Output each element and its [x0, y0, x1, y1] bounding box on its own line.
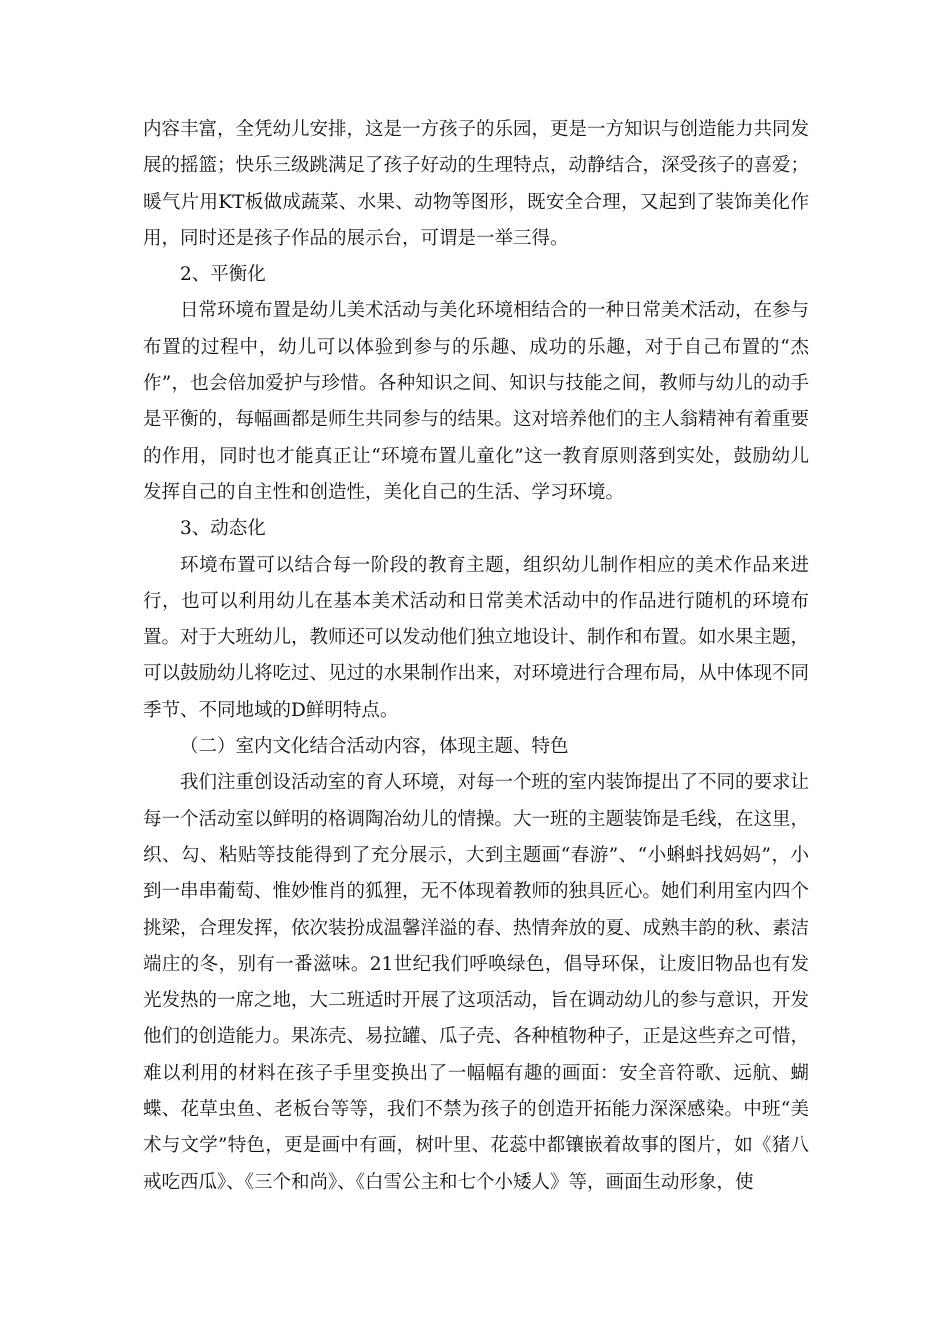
paragraph-continuation: 内容丰富，全凭幼儿安排，这是一方孩子的乐园，更是一方知识与创造能力共同发展的摇篮；快乐三级跳满足了孩子好动的生理特点，动静结合，深受孩子的喜爱；暖气片用KT板做成蔬菜、水果、动物等图形，既安全合理，又起到了装饰美化作用，同时还是孩子作品的展示台，可谓是一举三得。 — [143, 119, 810, 249]
document-body — [143, 112, 809, 1201]
section-heading-balance: 2、平衡化 — [180, 264, 266, 286]
section-heading-dynamic: 3、动态化 — [180, 518, 266, 540]
paragraph-balance: 日常环境布置是幼儿美术活动与美化环境相结合的一种日常美术活动，在参与布置的过程中，幼儿可以体验到参与的乐趣、成功的乐趣，对于自己布置的“杰作”，也会倍加爱护与珍惜。各种知识之间、知识与技能之间，教师与幼儿的动手是平衡的，每幅画都是师生共同参与的结果。这对培养他们的主人翁精神有着重要的作用，同时也才能真正让“环境布置儿童化”这一教育原则落到实处，鼓励幼儿发挥自己的自主性和创造性，美化自己的生活、学习环境。 — [143, 300, 810, 503]
paragraph-indoor-culture: 我们注重创设活动室的育人环境，对每一个班的室内装饰提出了不同的要求让每一个活动室以鲜明的格调陶冶幼儿的情操。大一班的主题装饰是毛线，在这里，织、勾、粘贴等技能得到了充分展示，大到主题画“春游”、“小蝌蚪找妈妈”，小到一串串葡萄、惟妙惟肖的狐狸，无不体现着教师的独具匠心。她们利用室内四个挑梁，合理发挥，依次装扮成温馨洋溢的春、热情奔放的夏、成熟丰韵的秋、素洁端庄的冬，别有一番滋味。21世纪我们呼唤绿色，倡导环保，让废旧物品也有发光发热的一席之地，大二班适时开展了这项活动，旨在调动幼儿的参与意识，开发他们的创造能力。果冻壳、易拉罐、瓜子壳、各种植物种子，正是这些弃之可惜，难以利用的材料在孩子手里变换出了一幅幅有趣的画面：安全音符歌、远航、蝴蝶、花草虫鱼、老板台等等，我们不禁为孩子的创造开拓能力深深感染。中班“美术与文学”特色，更是画中有画，树叶里、花蕊中都镶嵌着故事的图片，如《猪八戒吃西瓜》、《三个和尚》、《白雪公主和七个小矮人》等，画面生动形象，使 — [143, 772, 810, 1193]
paragraph-dynamic: 环境布置可以结合每一阶段的教育主题，组织幼儿制作相应的美术作品来进行，也可以利用幼儿在基本美术活动和日常美术活动中的作品进行随机的环境布置。对于大班幼儿，教师还可以发动他们独立地设计、制作和布置。如水果主题，可以鼓励幼儿将吃过、见过的水果制作出来，对环境进行合理布局，从中体现不同季节、不同地域的D鲜明特点。 — [143, 554, 810, 721]
section-heading-indoor-culture: （二）室内文化结合活动内容，体现主题、特色 — [180, 736, 569, 758]
